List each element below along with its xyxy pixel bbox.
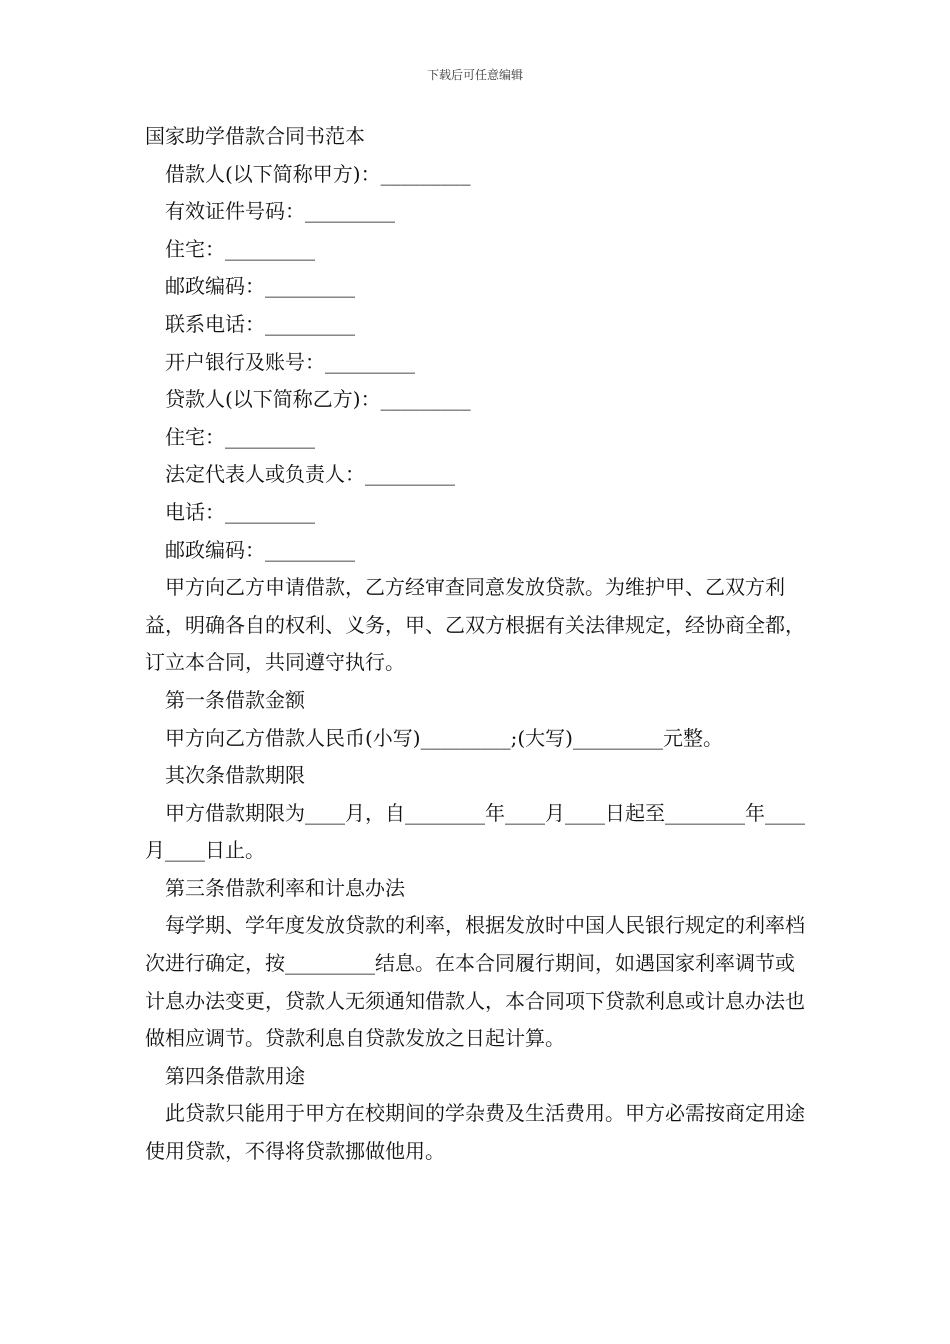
field-lender-postcode: 邮政编码：_________ [165, 537, 355, 562]
field-borrower-address: 住宅：_________ [165, 236, 315, 261]
field-phone: 联系电话：_________ [165, 311, 355, 336]
intro-paragraph: 甲方向乙方申请借款，乙方经审查同意发放贷款。为维护甲、乙双方利益，明确各自的权利、义务，甲、乙双方根据有关法律规定，经协商全都，订立本合同，共同遵守执行。 [145, 575, 805, 675]
article-heading: 其次条借款期限 [165, 763, 305, 788]
field-bank-account: 开户银行及账号：_________ [165, 349, 415, 374]
document-title: 国家助学借款合同书范本 [145, 124, 365, 148]
contract-document [145, 118, 810, 1171]
article-body: 此贷款只能用于甲方在校期间的学杂费及生活费用。甲方必需按商定用途使用贷款，不得将贷款挪做他用。 [145, 1101, 805, 1164]
article-heading: 第四条借款用途 [165, 1063, 305, 1088]
field-id-number: 有效证件号码：_________ [165, 199, 395, 224]
article-body: 每学期、学年度发放贷款的利率，根据发放时中国人民银行规定的利率档次进行确定，按_________结息。在本合同履行期间，如遇国家利率调节或计息办法变更，贷款人无须通知借款人，本合同项下贷款利息或计息办法也做相应调节。贷款利息自贷款发放之日起计算。 [145, 913, 805, 1051]
field-lender-address: 住宅：_________ [165, 424, 315, 449]
article-heading: 第三条借款利率和计息办法 [165, 875, 405, 900]
field-borrower-postcode: 邮政编码：_________ [165, 274, 355, 299]
article-heading: 第一条借款金额 [165, 687, 305, 712]
article-body: 甲方借款期限为____月，自________年____月____日起至________年____月____日止。 [145, 800, 805, 863]
field-lender: 贷款人(以下简称乙方)：_________ [165, 387, 471, 412]
page-header: 下载后可任意编辑 [426, 68, 523, 82]
field-legal-representative: 法定代表人或负责人：_________ [165, 462, 455, 487]
field-lender-phone: 电话：_________ [165, 499, 315, 524]
article-body: 甲方向乙方借款人民币(小写)_________;(大写)_________元整。 [165, 725, 723, 750]
field-borrower: 借款人(以下简称甲方)：_________ [165, 161, 471, 186]
